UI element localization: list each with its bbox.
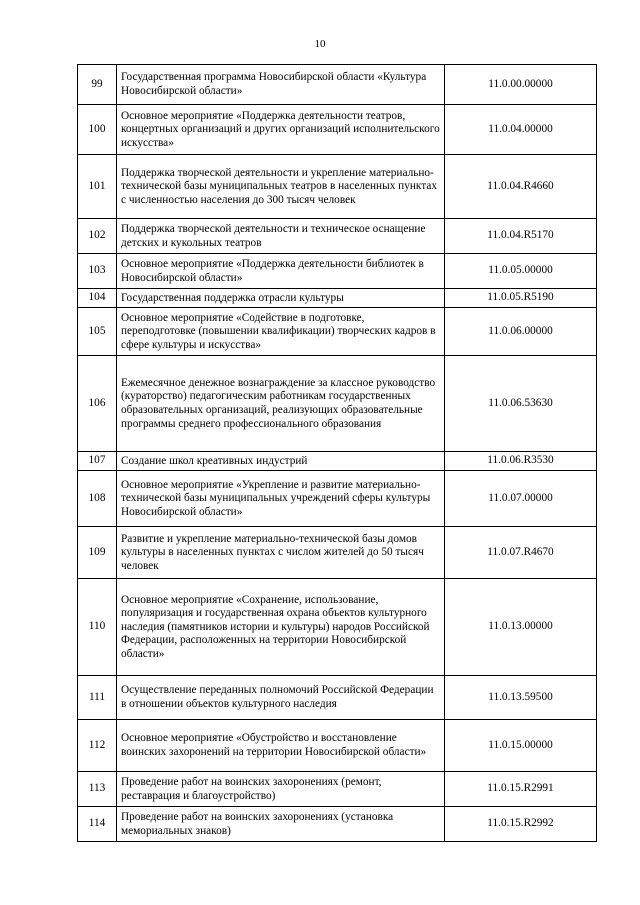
row-number: 108	[78, 471, 117, 527]
row-name: Поддержка творческой деятельности и укрепление материально-технической базы муниципальных театров в населенных пунктах с численностью населения до 300 тысяч человек	[117, 155, 445, 219]
row-code: 11.0.15.00000	[445, 720, 597, 772]
row-code: 11.0.00.00000	[445, 65, 597, 105]
row-name: Поддержка творческой деятельности и техническое оснащение детских и кукольных театров	[117, 219, 445, 254]
row-number: 110	[78, 579, 117, 676]
row-code: 11.0.05.R5190	[445, 289, 597, 308]
row-code: 11.0.15.R2992	[445, 807, 597, 842]
row-number: 112	[78, 720, 117, 772]
row-name: Основное мероприятие «Сохранение, использование, популяризация и государственная охрана объектов культурного наследия (памятников истории и культуры) народов Российской Федерации, расположенных на территории Новосибирской области»	[117, 579, 445, 676]
row-name: Развитие и укрепление материально-технической базы домов культуры в населенных пунктах с числом жителей до 50 тысяч человек	[117, 527, 445, 579]
table-row	[78, 527, 597, 579]
row-code: 11.0.13.59500	[445, 676, 597, 720]
row-name: Проведение работ на воинских захоронениях (ремонт, реставрация и благоустройство)	[117, 772, 445, 807]
row-number: 105	[78, 308, 117, 356]
table-row	[78, 356, 597, 452]
table-row	[78, 676, 597, 720]
table-row	[78, 155, 597, 219]
row-code: 11.0.05.00000	[445, 254, 597, 289]
table-row	[78, 720, 597, 772]
row-number: 113	[78, 772, 117, 807]
row-number: 107	[78, 452, 117, 471]
row-name: Проведение работ на воинских захоронениях (установка мемориальных знаков)	[117, 807, 445, 842]
table-row	[78, 579, 597, 676]
row-name: Создание школ креативных индустрий	[117, 452, 445, 471]
row-name: Государственная программа Новосибирской области «Культура Новосибирской области»	[117, 65, 445, 105]
budget-classification-table	[77, 64, 597, 842]
row-code: 11.0.07.R4670	[445, 527, 597, 579]
row-code: 11.0.04.R4660	[445, 155, 597, 219]
row-number: 109	[78, 527, 117, 579]
row-number: 101	[78, 155, 117, 219]
table-row	[78, 772, 597, 807]
row-number: 111	[78, 676, 117, 720]
row-code: 11.0.04.00000	[445, 105, 597, 155]
row-name: Государственная поддержка отрасли культуры	[117, 289, 445, 308]
row-number: 106	[78, 356, 117, 452]
row-name: Основное мероприятие «Поддержка деятельности библиотек в Новосибирской области»	[117, 254, 445, 289]
row-number: 114	[78, 807, 117, 842]
row-code: 11.0.06.53630	[445, 356, 597, 452]
row-name: Основное мероприятие «Обустройство и восстановление воинских захоронений на территории Новосибирской области»	[117, 720, 445, 772]
table-row	[78, 308, 597, 356]
table-row	[78, 289, 597, 308]
row-number: 100	[78, 105, 117, 155]
row-name: Основное мероприятие «Содействие в подготовке, переподготовке (повышении квалификации) творческих кадров в сфере культуры и искусства»	[117, 308, 445, 356]
row-name: Ежемесячное денежное вознаграждение за классное руководство (кураторство) педагогическим работникам государственных образовательных организаций, реализующих образовательные программы среднего профессионального образования	[117, 356, 445, 452]
row-number: 104	[78, 289, 117, 308]
row-code: 11.0.07.00000	[445, 471, 597, 527]
row-number: 99	[78, 65, 117, 105]
page-number: 10	[314, 38, 326, 50]
table-row	[78, 254, 597, 289]
row-name: Осуществление переданных полномочий Российской Федерации в отношении объектов культурного наследия	[117, 676, 445, 720]
table-row	[78, 219, 597, 254]
table-row	[78, 65, 597, 105]
row-name: Основное мероприятие «Поддержка деятельности театров, концертных организаций и других организаций исполнительского искусства»	[117, 105, 445, 155]
row-code: 11.0.04.R5170	[445, 219, 597, 254]
row-number: 102	[78, 219, 117, 254]
table-row	[78, 471, 597, 527]
table-row	[78, 807, 597, 842]
row-code: 11.0.06.R3530	[445, 452, 597, 471]
table-row	[78, 452, 597, 471]
row-code: 11.0.06.00000	[445, 308, 597, 356]
row-number: 103	[78, 254, 117, 289]
row-code: 11.0.15.R2991	[445, 772, 597, 807]
table-row	[78, 105, 597, 155]
row-code: 11.0.13.00000	[445, 579, 597, 676]
row-name: Основное мероприятие «Укрепление и развитие материально-технической базы муниципальных учреждений сферы культуры Новосибирской области»	[117, 471, 445, 527]
